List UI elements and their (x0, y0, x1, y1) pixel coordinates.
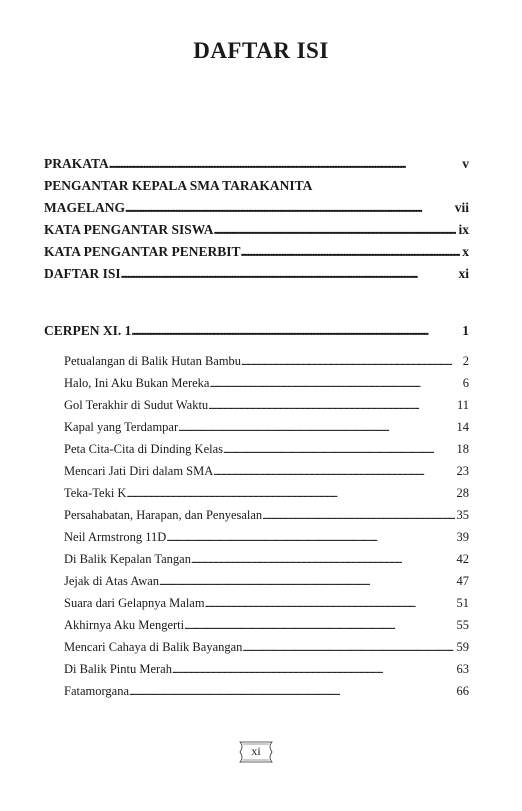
toc-entry-page: v (462, 156, 469, 171)
dot-leader (121, 263, 457, 285)
toc-entry-label: PENGANTAR KEPALA SMA TARAKANITA (44, 178, 313, 193)
story-title: Suara dari Gelapnya Malam (64, 596, 205, 610)
dot-leader (208, 394, 455, 416)
front-matter-list (44, 153, 469, 285)
toc-entry[interactable] (44, 175, 469, 197)
story-page: 6 (462, 376, 469, 390)
story-page: 18 (456, 442, 469, 456)
story-page: 23 (456, 464, 469, 478)
story-entry[interactable] (64, 482, 469, 504)
story-title: Di Balik Pintu Merah (64, 662, 172, 676)
story-title: Mencari Jati Diri dalam SMA (64, 464, 214, 478)
toc-entry-page: xi (458, 266, 469, 281)
toc-entry[interactable] (44, 219, 469, 241)
story-entry[interactable] (64, 592, 469, 614)
toc-entry-label: MAGELANG (44, 200, 125, 215)
story-title: Akhirnya Aku Mengerti (64, 618, 185, 632)
toc-entry-label: PRAKATA (44, 156, 109, 171)
story-title: Fatamorgana (64, 684, 130, 698)
dot-leader (184, 614, 454, 636)
dot-leader (223, 438, 454, 460)
story-title: Di Balik Kepalan Tangan (64, 552, 191, 566)
dot-leader (214, 219, 457, 241)
story-title: Halo, Ini Aku Bukan Mereka (64, 376, 210, 390)
story-page: 66 (456, 684, 469, 698)
story-entry[interactable] (64, 460, 469, 482)
story-title: Teka-Teki K (64, 486, 127, 500)
dot-leader (213, 460, 454, 482)
story-page: 11 (456, 398, 469, 412)
dot-leader (241, 350, 461, 372)
dot-leader (166, 526, 454, 548)
toc-entry-page: ix (458, 222, 469, 237)
toc-entry-label: DAFTAR ISI (44, 266, 121, 281)
story-page: 35 (456, 508, 469, 522)
toc-entry-page: x (462, 244, 469, 259)
dot-leader (205, 592, 455, 614)
story-title: Persahabatan, Harapan, dan Penyesalan (64, 508, 263, 522)
story-title: Peta Cita-Cita di Dinding Kelas (64, 442, 224, 456)
story-page: 47 (456, 574, 469, 588)
story-page: 14 (456, 420, 469, 434)
toc-entry-label: CERPEN XI. 1 (44, 323, 132, 338)
toc-entry[interactable] (44, 153, 469, 175)
dot-leader (126, 482, 454, 504)
dot-leader (209, 372, 460, 394)
dot-leader (178, 416, 454, 438)
toc-entry[interactable] (44, 241, 469, 263)
toc-entry-page: vii (454, 200, 469, 215)
toc-entry-page: 1 (462, 323, 469, 338)
dot-leader (129, 680, 454, 702)
story-entry[interactable] (64, 372, 469, 394)
toc-entry-label: KATA PENGANTAR SISWA (44, 222, 214, 237)
story-entry[interactable] (64, 658, 469, 680)
page-number: xi (251, 744, 261, 758)
story-entry[interactable] (64, 570, 469, 592)
story-entry[interactable] (64, 504, 469, 526)
story-entry[interactable] (64, 526, 469, 548)
story-page: 63 (456, 662, 469, 676)
story-page: 51 (456, 596, 469, 610)
story-title: Kapal yang Terdampar (64, 420, 179, 434)
story-title: Neil Armstrong 11D (64, 530, 167, 544)
dot-leader (191, 548, 455, 570)
toc-entry-label: KATA PENGANTAR PENERBIT (44, 244, 241, 259)
story-page: 59 (456, 640, 469, 654)
story-title: Jejak di Atas Awan (64, 574, 160, 588)
story-entry[interactable] (64, 636, 469, 658)
dot-leader (159, 570, 454, 592)
dot-leader (172, 658, 455, 680)
story-page: 28 (456, 486, 469, 500)
dot-leader (109, 153, 461, 175)
story-page: 42 (456, 552, 469, 566)
dot-leader (241, 241, 461, 263)
dot-leader (242, 636, 454, 658)
story-page: 55 (456, 618, 469, 632)
story-entry[interactable] (64, 680, 469, 702)
toc-entry[interactable] (44, 263, 469, 285)
story-title: Gol Terakhir di Sudut Waktu (64, 398, 209, 412)
story-entry[interactable] (64, 394, 469, 416)
story-page: 39 (456, 530, 469, 544)
toc-section-heading[interactable] (44, 320, 469, 342)
page-number-frame (236, 740, 276, 764)
dot-leader (131, 320, 460, 342)
story-list (64, 350, 469, 702)
story-entry[interactable] (64, 614, 469, 636)
story-title: Mencari Cahaya di Balik Bayangan (64, 640, 243, 654)
story-entry[interactable] (64, 438, 469, 460)
story-page: 2 (462, 354, 469, 368)
story-title: Petualangan di Balik Hutan Bambu (64, 354, 242, 368)
toc-entry[interactable] (44, 197, 469, 219)
story-entry[interactable] (64, 416, 469, 438)
story-entry[interactable] (64, 350, 469, 372)
dot-leader (125, 197, 453, 219)
story-entry[interactable] (64, 548, 469, 570)
dot-leader (262, 504, 454, 526)
page-title: DAFTAR ISI (193, 38, 329, 63)
